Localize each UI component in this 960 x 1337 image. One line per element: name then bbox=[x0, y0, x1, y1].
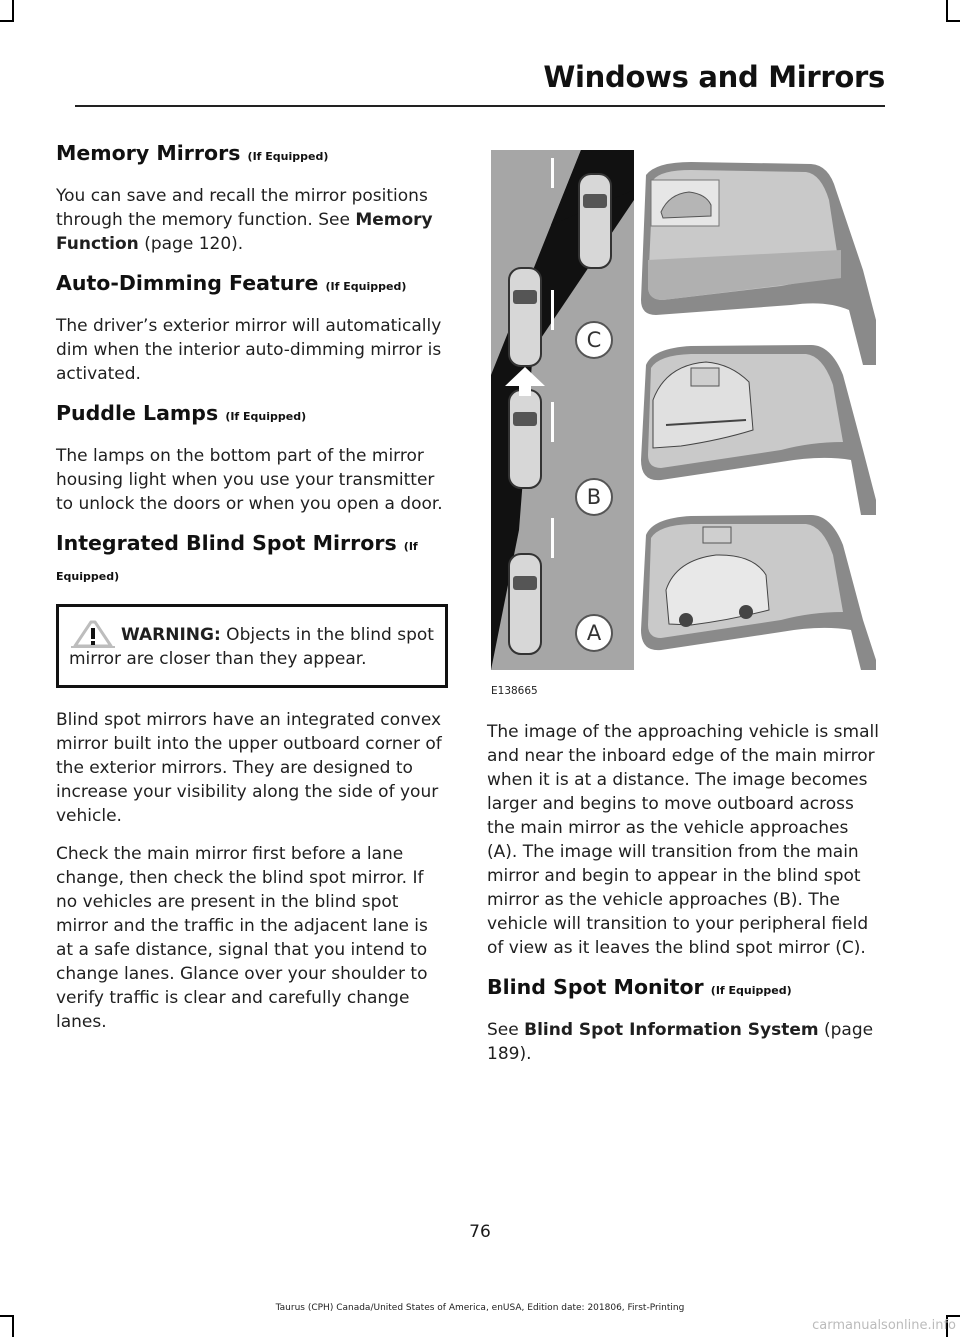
equipped-note: (If Equipped) bbox=[56, 540, 418, 583]
warning-box bbox=[56, 604, 448, 688]
heading-auto-dimming bbox=[56, 270, 448, 300]
heading-text: Integrated Blind Spot Mirrors bbox=[56, 531, 397, 555]
mirror-c bbox=[641, 162, 876, 365]
text: (page 189). bbox=[487, 1020, 874, 1064]
crop-mark bbox=[946, 20, 960, 22]
paragraph-blind-spot-2: Check the main mirror first before a lane change, then check the blind spot mirror. If no vehicles are present in the blind spot mirror and the traffic in the adjacent lane is at a safe distance, signal that you intend to change lanes. Glance over your shoulder to verify traffic is clear and carefully change lanes. bbox=[56, 844, 428, 1032]
left-column bbox=[56, 140, 448, 1048]
mirror-a bbox=[641, 515, 876, 670]
crop-mark bbox=[0, 1315, 14, 1317]
crop-mark bbox=[946, 1315, 960, 1317]
heading-puddle-lamps bbox=[56, 400, 448, 430]
heading-text: Memory Mirrors bbox=[56, 141, 241, 165]
label-b: B bbox=[586, 485, 602, 509]
paragraph-auto-dimming: The driver’s exterior mirror will automatically dim when the interior auto-dimming mirror is activated. bbox=[56, 316, 442, 384]
cross-reference-link[interactable]: Blind Spot Information System bbox=[524, 1020, 819, 1040]
label-a: A bbox=[586, 621, 602, 645]
warning-icon bbox=[69, 619, 117, 649]
paragraph-blind-spot-monitor bbox=[487, 1018, 882, 1066]
figure-id: E138665 bbox=[491, 685, 538, 697]
heading-blind-spot-monitor bbox=[487, 974, 882, 1004]
text: See bbox=[487, 1020, 525, 1040]
equipped-note: (If Equipped) bbox=[247, 150, 329, 163]
crop-mark bbox=[12, 1315, 14, 1337]
paragraph-approaching-vehicle: The image of the approaching vehicle is small and near the inboard edge of the main mirror when it is at a distance. The image becomes larger and begins to move outboard across the main mirror as the vehicle approaches (A). The image will transition from the main mirror and begin to appear in the blind spot mirror as the vehicle approaches (B). The vehicle will transition to your peripheral field of view as it leaves the blind spot mirror (C). bbox=[487, 722, 879, 958]
paragraph-puddle-lamps: The lamps on the bottom part of the mirror housing light when you use your transmitter to unlock the doors or when you open a door. bbox=[56, 446, 443, 514]
equipped-note: (If Equipped) bbox=[710, 984, 792, 997]
heading-blind-spot-mirrors bbox=[56, 530, 448, 590]
paragraph-blind-spot-1: Blind spot mirrors have an integrated convex mirror built into the upper outboard corner of the exterior mirrors. They are designed to increase your visibility along the side of your vehicle. bbox=[56, 710, 442, 826]
equipped-note: (If Equipped) bbox=[325, 280, 407, 293]
heading-text: Puddle Lamps bbox=[56, 401, 219, 425]
crop-mark bbox=[0, 20, 14, 22]
heading-text: Blind Spot Monitor bbox=[487, 975, 704, 999]
watermark: carmanualsonline.info bbox=[812, 1318, 956, 1333]
text: You can save and recall the mirror positions through the memory function. See bbox=[56, 186, 428, 230]
equipped-note: (If Equipped) bbox=[225, 410, 307, 423]
warning-text bbox=[69, 623, 435, 671]
crop-mark bbox=[12, 0, 14, 22]
mirror-b bbox=[641, 345, 876, 515]
page-title: Windows and Mirrors bbox=[543, 60, 885, 94]
label-c: C bbox=[586, 328, 602, 352]
warning-label: WARNING: bbox=[121, 625, 221, 645]
cross-reference-link[interactable]: Memory Function bbox=[56, 210, 433, 254]
crop-mark bbox=[946, 0, 948, 22]
text: Objects in the blind spot mirror are closer than they appear. bbox=[69, 625, 434, 669]
heading-memory-mirrors bbox=[56, 140, 448, 170]
blind-spot-mirror-illustration bbox=[491, 150, 876, 670]
footer-edition: Taurus (CPH) Canada/United States of America, enUSA, Edition date: 201806, First-Printing bbox=[275, 1303, 685, 1313]
right-column bbox=[487, 720, 882, 1080]
heading-text: Auto-Dimming Feature bbox=[56, 271, 319, 295]
page-number: 76 bbox=[469, 1222, 491, 1242]
header-divider bbox=[75, 105, 885, 107]
text: (page 120). bbox=[138, 234, 244, 254]
paragraph-memory bbox=[56, 184, 448, 256]
